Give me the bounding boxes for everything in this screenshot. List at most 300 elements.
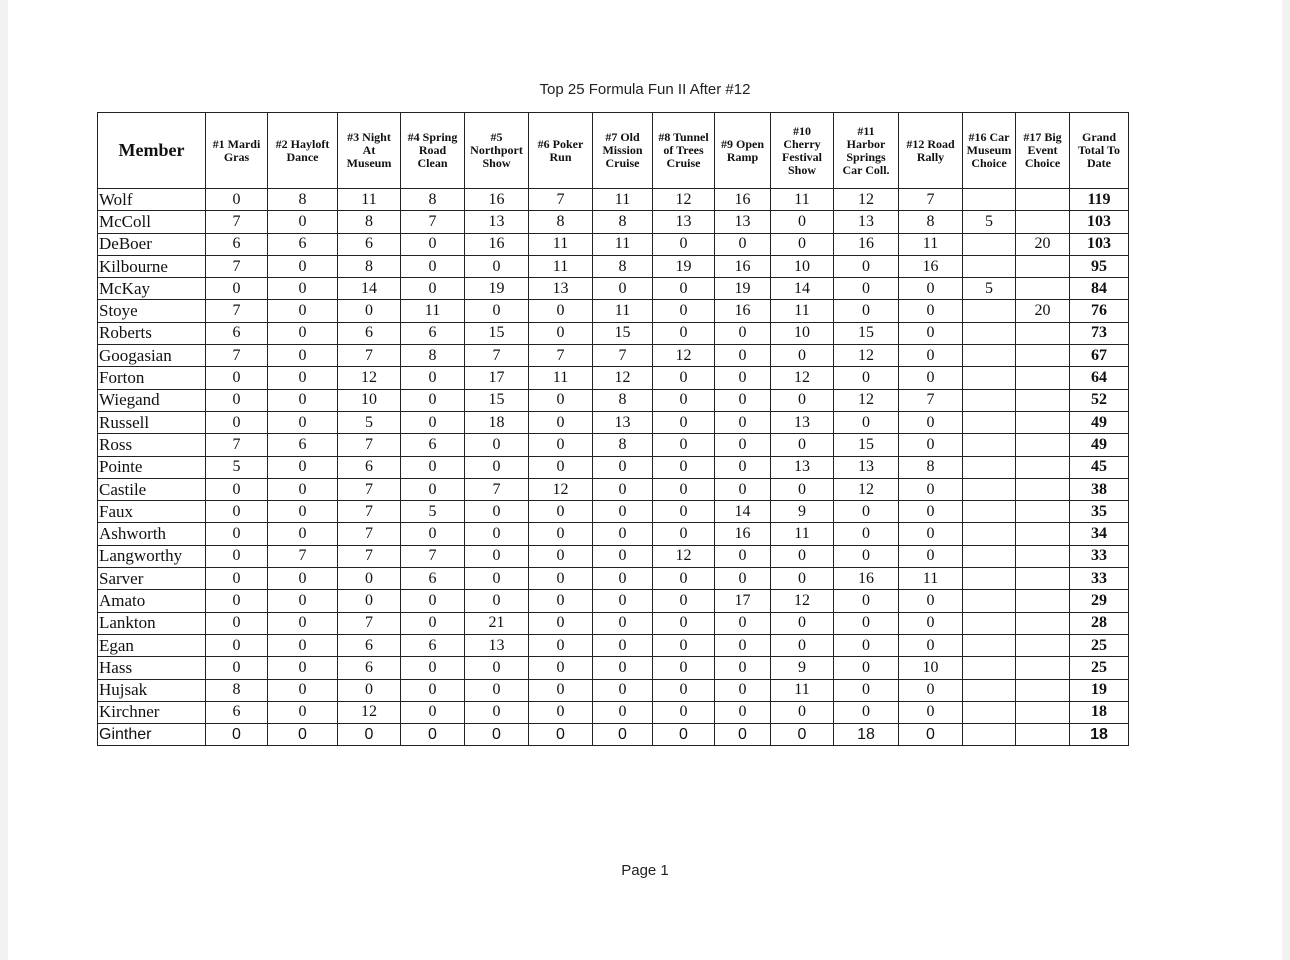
score-cell: 0 bbox=[834, 634, 899, 656]
score-cell: 6 bbox=[338, 322, 401, 344]
score-cell bbox=[963, 478, 1016, 500]
score-cell: 0 bbox=[834, 545, 899, 567]
score-cell bbox=[963, 590, 1016, 612]
score-cell bbox=[1016, 456, 1070, 478]
score-cell: 0 bbox=[715, 568, 771, 590]
grand-total-cell: 103 bbox=[1070, 233, 1129, 255]
grand-total-cell: 103 bbox=[1070, 211, 1129, 233]
member-name-cell: McKay bbox=[98, 278, 206, 300]
score-cell: 6 bbox=[338, 456, 401, 478]
score-cell: 7 bbox=[206, 300, 268, 322]
grand-total-cell: 76 bbox=[1070, 300, 1129, 322]
score-cell: 0 bbox=[268, 724, 338, 746]
score-cell: 6 bbox=[268, 233, 338, 255]
score-cell bbox=[1016, 679, 1070, 701]
score-cell: 0 bbox=[529, 612, 593, 634]
score-cell: 0 bbox=[593, 590, 653, 612]
member-name-cell: Hass bbox=[98, 657, 206, 679]
score-cell: 0 bbox=[834, 300, 899, 322]
score-cell bbox=[1016, 545, 1070, 567]
score-cell: 0 bbox=[653, 278, 715, 300]
score-cell: 12 bbox=[338, 367, 401, 389]
member-name-cell: Kirchner bbox=[98, 701, 206, 723]
grand-total-cell: 34 bbox=[1070, 523, 1129, 545]
score-cell bbox=[1016, 411, 1070, 433]
score-cell: 0 bbox=[338, 724, 401, 746]
standings-table bbox=[97, 112, 1129, 746]
score-cell: 0 bbox=[206, 523, 268, 545]
score-cell: 14 bbox=[338, 278, 401, 300]
score-cell: 6 bbox=[401, 322, 465, 344]
score-cell: 0 bbox=[206, 634, 268, 656]
member-name-cell: Forton bbox=[98, 367, 206, 389]
score-cell: 0 bbox=[834, 590, 899, 612]
score-cell: 0 bbox=[653, 679, 715, 701]
score-cell: 11 bbox=[771, 679, 834, 701]
score-cell: 0 bbox=[715, 545, 771, 567]
score-cell: 0 bbox=[465, 501, 529, 523]
score-cell: 0 bbox=[771, 233, 834, 255]
score-cell: 0 bbox=[268, 255, 338, 277]
column-header: #16 Car Museum Choice bbox=[963, 113, 1016, 189]
score-cell: 0 bbox=[206, 568, 268, 590]
score-cell: 17 bbox=[465, 367, 529, 389]
score-cell: 0 bbox=[465, 523, 529, 545]
score-cell: 9 bbox=[771, 501, 834, 523]
score-cell bbox=[963, 568, 1016, 590]
score-cell: 0 bbox=[268, 411, 338, 433]
score-cell: 7 bbox=[206, 211, 268, 233]
table-row bbox=[98, 322, 1129, 344]
score-cell: 15 bbox=[593, 322, 653, 344]
score-cell: 12 bbox=[834, 389, 899, 411]
score-cell: 0 bbox=[206, 724, 268, 746]
member-name-cell: Faux bbox=[98, 501, 206, 523]
score-cell bbox=[963, 411, 1016, 433]
score-cell: 16 bbox=[834, 233, 899, 255]
score-cell: 5 bbox=[206, 456, 268, 478]
table-body bbox=[98, 189, 1129, 746]
score-cell: 7 bbox=[206, 345, 268, 367]
score-cell: 0 bbox=[268, 679, 338, 701]
score-cell bbox=[1016, 701, 1070, 723]
score-cell: 0 bbox=[899, 300, 963, 322]
table-row bbox=[98, 724, 1129, 746]
score-cell: 0 bbox=[834, 657, 899, 679]
grand-total-cell: 28 bbox=[1070, 612, 1129, 634]
score-cell: 0 bbox=[206, 189, 268, 211]
score-cell: 0 bbox=[593, 501, 653, 523]
score-cell: 0 bbox=[771, 345, 834, 367]
score-cell: 7 bbox=[338, 523, 401, 545]
score-cell: 15 bbox=[834, 322, 899, 344]
score-cell: 13 bbox=[465, 634, 529, 656]
score-cell: 0 bbox=[899, 367, 963, 389]
score-cell: 6 bbox=[338, 233, 401, 255]
table-row bbox=[98, 434, 1129, 456]
column-header: #7 Old Mission Cruise bbox=[593, 113, 653, 189]
score-cell: 6 bbox=[206, 233, 268, 255]
score-cell: 7 bbox=[338, 345, 401, 367]
score-cell: 0 bbox=[206, 612, 268, 634]
member-name-cell: Kilbourne bbox=[98, 255, 206, 277]
score-cell: 0 bbox=[268, 389, 338, 411]
score-cell: 0 bbox=[465, 679, 529, 701]
score-cell: 0 bbox=[834, 501, 899, 523]
score-cell: 0 bbox=[593, 679, 653, 701]
score-cell: 0 bbox=[465, 568, 529, 590]
score-cell: 0 bbox=[593, 545, 653, 567]
grand-total-cell: 67 bbox=[1070, 345, 1129, 367]
score-cell: 0 bbox=[653, 612, 715, 634]
score-cell: 8 bbox=[401, 345, 465, 367]
score-cell: 0 bbox=[529, 568, 593, 590]
score-cell: 15 bbox=[465, 389, 529, 411]
score-cell: 0 bbox=[593, 278, 653, 300]
score-cell: 12 bbox=[653, 345, 715, 367]
score-cell: 12 bbox=[834, 478, 899, 500]
column-header: #3 Night At Museum bbox=[338, 113, 401, 189]
score-cell: 0 bbox=[206, 545, 268, 567]
score-cell: 13 bbox=[529, 278, 593, 300]
score-cell: 7 bbox=[338, 501, 401, 523]
score-cell: 11 bbox=[529, 255, 593, 277]
score-cell bbox=[963, 501, 1016, 523]
score-cell: 0 bbox=[338, 590, 401, 612]
score-cell bbox=[963, 523, 1016, 545]
score-cell: 0 bbox=[834, 255, 899, 277]
score-cell: 0 bbox=[899, 278, 963, 300]
score-cell: 0 bbox=[529, 679, 593, 701]
score-cell: 0 bbox=[653, 701, 715, 723]
score-cell: 0 bbox=[593, 657, 653, 679]
member-name-cell: Ashworth bbox=[98, 523, 206, 545]
score-cell: 0 bbox=[715, 612, 771, 634]
score-cell bbox=[963, 389, 1016, 411]
score-cell: 0 bbox=[401, 657, 465, 679]
score-cell: 0 bbox=[653, 322, 715, 344]
table-row bbox=[98, 300, 1129, 322]
score-cell: 21 bbox=[465, 612, 529, 634]
score-cell: 0 bbox=[593, 701, 653, 723]
member-name-cell: DeBoer bbox=[98, 233, 206, 255]
column-header: #10 Cherry Festival Show bbox=[771, 113, 834, 189]
score-cell: 0 bbox=[529, 411, 593, 433]
score-cell: 6 bbox=[268, 434, 338, 456]
score-cell: 0 bbox=[715, 679, 771, 701]
score-cell: 0 bbox=[268, 501, 338, 523]
score-cell: 0 bbox=[268, 367, 338, 389]
score-cell: 11 bbox=[771, 523, 834, 545]
score-cell bbox=[963, 255, 1016, 277]
grand-total-cell: 18 bbox=[1070, 724, 1129, 746]
member-name-cell: Castile bbox=[98, 478, 206, 500]
score-cell: 0 bbox=[653, 724, 715, 746]
score-cell: 13 bbox=[771, 456, 834, 478]
grand-total-cell: 52 bbox=[1070, 389, 1129, 411]
score-cell: 0 bbox=[899, 590, 963, 612]
score-cell: 0 bbox=[206, 278, 268, 300]
score-cell: 0 bbox=[715, 657, 771, 679]
score-cell: 0 bbox=[593, 612, 653, 634]
score-cell: 7 bbox=[529, 345, 593, 367]
score-cell: 11 bbox=[593, 233, 653, 255]
score-cell: 9 bbox=[771, 657, 834, 679]
table-row bbox=[98, 255, 1129, 277]
score-cell: 5 bbox=[963, 278, 1016, 300]
score-cell: 0 bbox=[529, 501, 593, 523]
score-cell: 13 bbox=[834, 456, 899, 478]
grand-total-cell: 95 bbox=[1070, 255, 1129, 277]
score-cell: 0 bbox=[653, 634, 715, 656]
member-name-cell: Ross bbox=[98, 434, 206, 456]
score-cell bbox=[1016, 211, 1070, 233]
score-cell: 13 bbox=[715, 211, 771, 233]
grand-total-cell: 19 bbox=[1070, 679, 1129, 701]
member-name-cell: Russell bbox=[98, 411, 206, 433]
score-cell: 13 bbox=[834, 211, 899, 233]
score-cell: 0 bbox=[529, 389, 593, 411]
score-cell: 0 bbox=[338, 568, 401, 590]
score-cell: 0 bbox=[715, 478, 771, 500]
table-row bbox=[98, 456, 1129, 478]
score-cell: 0 bbox=[268, 478, 338, 500]
score-cell: 0 bbox=[529, 545, 593, 567]
score-cell: 8 bbox=[268, 189, 338, 211]
score-cell: 11 bbox=[899, 568, 963, 590]
member-name-cell: Roberts bbox=[98, 322, 206, 344]
score-cell: 0 bbox=[401, 590, 465, 612]
score-cell: 11 bbox=[771, 300, 834, 322]
member-name-cell: Egan bbox=[98, 634, 206, 656]
score-cell: 7 bbox=[338, 434, 401, 456]
score-cell: 7 bbox=[899, 189, 963, 211]
score-cell: 0 bbox=[899, 411, 963, 433]
column-header: #2 Hayloft Dance bbox=[268, 113, 338, 189]
score-cell: 0 bbox=[401, 478, 465, 500]
score-cell: 0 bbox=[653, 456, 715, 478]
score-cell: 0 bbox=[465, 434, 529, 456]
score-cell: 0 bbox=[268, 568, 338, 590]
score-cell: 7 bbox=[465, 478, 529, 500]
score-cell: 0 bbox=[899, 724, 963, 746]
score-cell: 5 bbox=[338, 411, 401, 433]
score-cell: 12 bbox=[653, 545, 715, 567]
score-cell: 11 bbox=[529, 367, 593, 389]
grand-total-cell: 33 bbox=[1070, 568, 1129, 590]
score-cell: 10 bbox=[771, 255, 834, 277]
score-cell: 0 bbox=[529, 590, 593, 612]
score-cell: 0 bbox=[268, 278, 338, 300]
score-cell: 0 bbox=[401, 724, 465, 746]
score-cell: 0 bbox=[465, 701, 529, 723]
score-cell: 10 bbox=[899, 657, 963, 679]
score-cell bbox=[963, 367, 1016, 389]
score-cell: 0 bbox=[899, 679, 963, 701]
score-cell: 0 bbox=[653, 411, 715, 433]
score-cell: 16 bbox=[715, 523, 771, 545]
score-cell: 0 bbox=[206, 411, 268, 433]
score-cell bbox=[1016, 634, 1070, 656]
score-cell: 0 bbox=[715, 434, 771, 456]
score-cell: 0 bbox=[401, 367, 465, 389]
score-cell bbox=[963, 456, 1016, 478]
score-cell: 0 bbox=[653, 657, 715, 679]
table-row bbox=[98, 590, 1129, 612]
score-cell: 6 bbox=[401, 568, 465, 590]
score-cell: 13 bbox=[593, 411, 653, 433]
table-row bbox=[98, 568, 1129, 590]
score-cell: 0 bbox=[401, 389, 465, 411]
score-cell: 0 bbox=[834, 612, 899, 634]
table-row bbox=[98, 657, 1129, 679]
score-cell: 19 bbox=[465, 278, 529, 300]
score-cell: 20 bbox=[1016, 233, 1070, 255]
score-cell bbox=[1016, 612, 1070, 634]
score-cell: 10 bbox=[338, 389, 401, 411]
column-header: #11 Harbor Springs Car Coll. bbox=[834, 113, 899, 189]
score-cell: 0 bbox=[771, 478, 834, 500]
score-cell: 12 bbox=[338, 701, 401, 723]
score-cell: 0 bbox=[529, 322, 593, 344]
score-cell: 0 bbox=[529, 434, 593, 456]
score-cell: 16 bbox=[465, 189, 529, 211]
score-cell: 0 bbox=[771, 545, 834, 567]
score-cell: 12 bbox=[771, 590, 834, 612]
score-cell: 0 bbox=[653, 367, 715, 389]
score-cell bbox=[963, 701, 1016, 723]
score-cell: 7 bbox=[465, 345, 529, 367]
score-cell: 0 bbox=[715, 322, 771, 344]
score-cell: 12 bbox=[593, 367, 653, 389]
score-cell: 0 bbox=[529, 701, 593, 723]
score-cell: 0 bbox=[593, 456, 653, 478]
score-cell: 0 bbox=[593, 478, 653, 500]
score-cell: 0 bbox=[834, 278, 899, 300]
score-cell: 0 bbox=[899, 478, 963, 500]
score-cell: 0 bbox=[593, 724, 653, 746]
score-cell: 11 bbox=[401, 300, 465, 322]
score-cell: 8 bbox=[401, 189, 465, 211]
score-cell: 0 bbox=[653, 501, 715, 523]
score-cell: 14 bbox=[771, 278, 834, 300]
score-cell: 11 bbox=[771, 189, 834, 211]
score-cell: 0 bbox=[715, 389, 771, 411]
grand-total-cell: 119 bbox=[1070, 189, 1129, 211]
score-cell: 0 bbox=[899, 634, 963, 656]
column-header: #4 Spring Road Clean bbox=[401, 113, 465, 189]
score-cell: 0 bbox=[465, 300, 529, 322]
score-cell bbox=[1016, 255, 1070, 277]
score-cell bbox=[963, 657, 1016, 679]
score-cell: 0 bbox=[529, 657, 593, 679]
score-cell: 12 bbox=[771, 367, 834, 389]
score-cell: 0 bbox=[771, 211, 834, 233]
score-cell: 0 bbox=[465, 724, 529, 746]
grand-total-cell: 33 bbox=[1070, 545, 1129, 567]
score-cell bbox=[1016, 478, 1070, 500]
score-cell: 0 bbox=[899, 545, 963, 567]
member-name-cell: Lankton bbox=[98, 612, 206, 634]
score-cell bbox=[1016, 434, 1070, 456]
score-cell: 0 bbox=[899, 345, 963, 367]
score-cell: 0 bbox=[268, 322, 338, 344]
score-cell: 0 bbox=[268, 701, 338, 723]
score-cell: 0 bbox=[771, 634, 834, 656]
score-cell bbox=[1016, 345, 1070, 367]
score-cell: 0 bbox=[834, 679, 899, 701]
score-cell: 0 bbox=[268, 612, 338, 634]
score-cell: 0 bbox=[268, 345, 338, 367]
score-cell: 0 bbox=[715, 411, 771, 433]
table-row bbox=[98, 233, 1129, 255]
score-cell: 6 bbox=[206, 322, 268, 344]
score-cell: 0 bbox=[465, 255, 529, 277]
score-cell: 11 bbox=[338, 189, 401, 211]
score-cell: 0 bbox=[401, 679, 465, 701]
score-cell: 6 bbox=[338, 634, 401, 656]
score-cell: 16 bbox=[715, 255, 771, 277]
table-row bbox=[98, 545, 1129, 567]
table-row bbox=[98, 411, 1129, 433]
score-cell: 19 bbox=[653, 255, 715, 277]
score-cell: 0 bbox=[593, 634, 653, 656]
score-cell: 0 bbox=[465, 657, 529, 679]
table-row bbox=[98, 367, 1129, 389]
score-cell bbox=[1016, 189, 1070, 211]
grand-total-cell: 18 bbox=[1070, 701, 1129, 723]
grand-total-cell: 73 bbox=[1070, 322, 1129, 344]
table-row bbox=[98, 501, 1129, 523]
member-name-cell: Sarver bbox=[98, 568, 206, 590]
score-cell: 0 bbox=[715, 233, 771, 255]
member-name-cell: McColl bbox=[98, 211, 206, 233]
score-cell: 14 bbox=[715, 501, 771, 523]
score-cell bbox=[1016, 278, 1070, 300]
score-cell: 7 bbox=[268, 545, 338, 567]
score-cell: 18 bbox=[834, 724, 899, 746]
column-header: Grand Total To Date bbox=[1070, 113, 1129, 189]
score-cell: 13 bbox=[465, 211, 529, 233]
score-cell: 8 bbox=[899, 456, 963, 478]
table-row bbox=[98, 612, 1129, 634]
member-name-cell: Ginther bbox=[98, 724, 206, 746]
score-cell: 6 bbox=[401, 434, 465, 456]
score-cell: 0 bbox=[465, 545, 529, 567]
score-cell: 0 bbox=[653, 434, 715, 456]
table-row bbox=[98, 701, 1129, 723]
member-name-cell: Googasian bbox=[98, 345, 206, 367]
score-cell: 0 bbox=[771, 701, 834, 723]
score-cell: 0 bbox=[465, 590, 529, 612]
score-cell: 0 bbox=[268, 590, 338, 612]
score-cell: 16 bbox=[715, 189, 771, 211]
score-cell: 8 bbox=[593, 211, 653, 233]
score-cell: 8 bbox=[338, 255, 401, 277]
score-cell bbox=[963, 322, 1016, 344]
score-cell: 5 bbox=[401, 501, 465, 523]
score-cell: 7 bbox=[593, 345, 653, 367]
score-cell: 0 bbox=[834, 411, 899, 433]
score-cell: 0 bbox=[899, 434, 963, 456]
column-header: #9 Open Ramp bbox=[715, 113, 771, 189]
score-cell: 0 bbox=[529, 634, 593, 656]
score-cell: 0 bbox=[653, 590, 715, 612]
score-cell bbox=[963, 434, 1016, 456]
score-cell: 0 bbox=[715, 456, 771, 478]
score-cell: 13 bbox=[653, 211, 715, 233]
score-cell: 0 bbox=[653, 300, 715, 322]
